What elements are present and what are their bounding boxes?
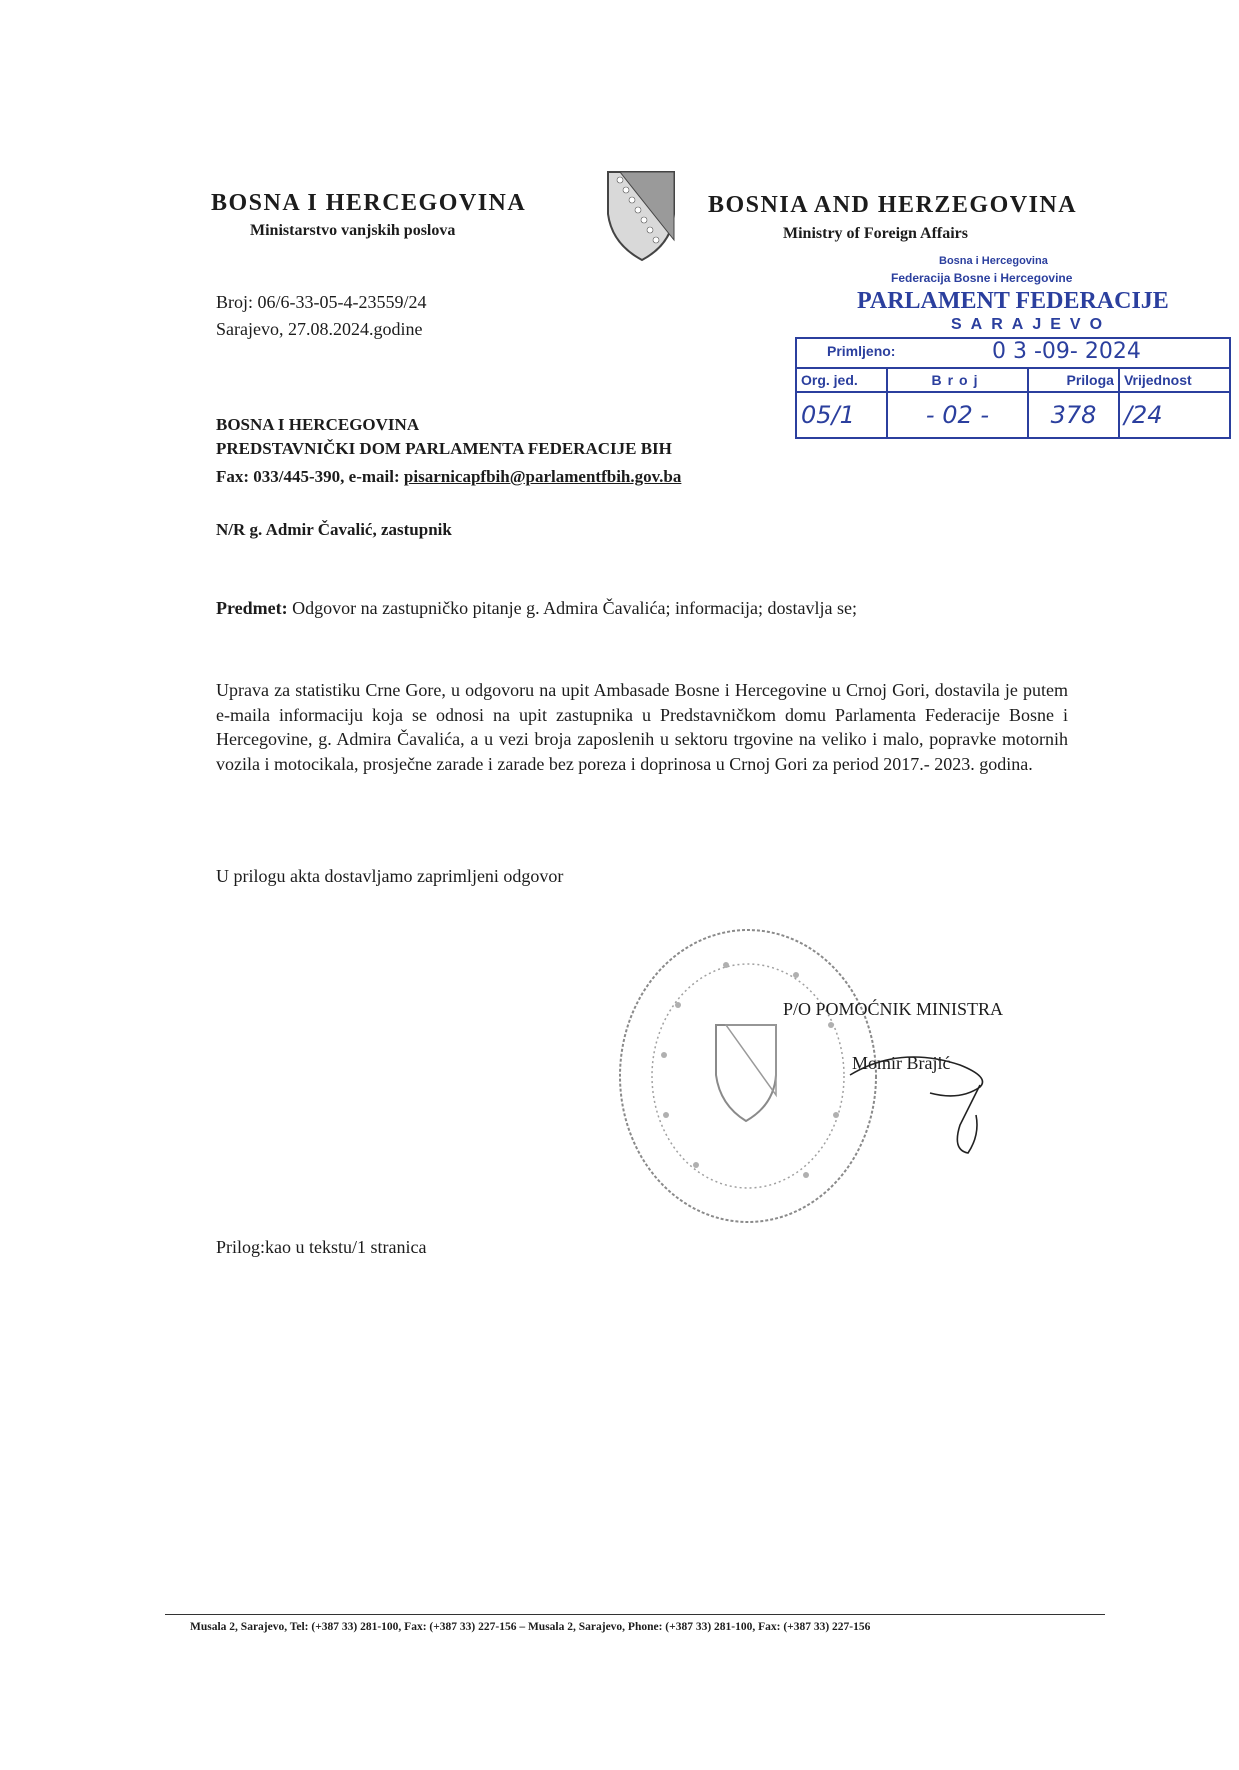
stamp-val-priloga: 378: [1028, 392, 1119, 438]
signature-role: P/O POMOĆNIK MINISTRA: [783, 999, 1004, 1019]
stamp-col-priloga: Priloga: [1028, 368, 1119, 392]
recipient-line-2: PREDSTAVNIČKI DOM PARLAMENTA FEDERACIJE BIH: [216, 439, 672, 458]
subject-line: [216, 596, 857, 620]
stamp-col-org: Org. jed.: [796, 368, 887, 392]
signature-name: Momir Brajić: [852, 1053, 951, 1073]
stamp-received-row: [795, 337, 1231, 367]
stamp-line-city: SARAJEVO: [951, 316, 1112, 333]
signature-mark-icon: [840, 1035, 1010, 1165]
stamp-col-vrijednost: Vrijednost: [1119, 368, 1230, 392]
stamp-val-org: 05/1: [796, 392, 887, 438]
stamp-received-date: 0 3 -09- 2024: [992, 339, 1141, 364]
receipt-stamp: [795, 255, 1235, 470]
stamp-line-federation: Federacija Bosne i Hercegovine: [891, 271, 1073, 285]
stamp-val-broj: - 02 -: [887, 392, 1028, 438]
coat-of-arms-icon: [606, 170, 676, 262]
footer-divider: [165, 1614, 1105, 1615]
header-right-title: BOSNIA AND HERZEGOVINA: [708, 192, 1078, 218]
body-paragraph-1: Uprava za statistiku Crne Gore, u odgovoru na upit Ambasade Bosne i Hercegovine u Crnoj Gori, dostavila je putem e-maila informaciju koja se odnosi na upit zastupnika u Predstavničkom domu Parlamenta Federacije Bosne i Hercegovine, g. Admira Čavalića, a u vezi broja zaposlenih u sektoru trgovine na veliko i malo, popravke motornih vozila i motocikala, prosječne zarade i zarade bez poreza i doprinosa u Crnoj Gori za period 2017.- 2023. godina.: [216, 680, 1068, 774]
header-left-title: BOSNA I HERCEGOVINA: [211, 190, 527, 216]
stamp-line-country: Bosna i Hercegovina: [939, 255, 1048, 267]
recipient-line-1: BOSNA I HERCEGOVINA: [216, 415, 420, 434]
stamp-registry-table: [795, 367, 1231, 439]
stamp-val-vrijednost: /24: [1119, 392, 1230, 438]
recipient-attention: N/R g. Admir Čavalić, zastupnik: [216, 520, 452, 539]
recipient-contact: [216, 465, 681, 489]
subject-label: Predmet:: [216, 598, 288, 618]
stamp-received-label: Primljeno:: [827, 343, 896, 359]
header-right-subtitle: Ministry of Foreign Affairs: [783, 225, 969, 242]
attachment-note: Prilog:kao u tekstu/1 stranica: [216, 1237, 427, 1257]
recipient-email-link[interactable]: pisarnicapfbih@parlamentfbih.gov.ba: [403, 467, 682, 486]
footer-address: Musala 2, Sarajevo, Tel: (+387 33) 281-100, Fax: (+387 33) 227-156 – Musala 2, Sarajevo, Phone: (+387 33) 281-100, Fax: (+387 33) 227-156: [190, 1621, 871, 1633]
header-left-subtitle: Ministarstvo vanjskih poslova: [250, 222, 456, 239]
reference-number: Broj: 06/6-33-05-4-23559/24: [216, 292, 427, 312]
recipient-fax: Fax: 033/445-390, e-mail:: [216, 467, 404, 486]
reference-place-date: Sarajevo, 27.08.2024.godine: [216, 319, 423, 339]
subject-text: Odgovor na zastupničko pitanje g. Admira Čavalića; informacija; dostavlja se;: [287, 598, 857, 618]
stamp-line-parliament: PARLAMENT FEDERACIJE: [857, 288, 1169, 314]
body-paragraph-2: U prilogu akta dostavljamo zaprimljeni odgovor: [216, 866, 564, 886]
stamp-col-broj: Broj: [887, 368, 1028, 392]
